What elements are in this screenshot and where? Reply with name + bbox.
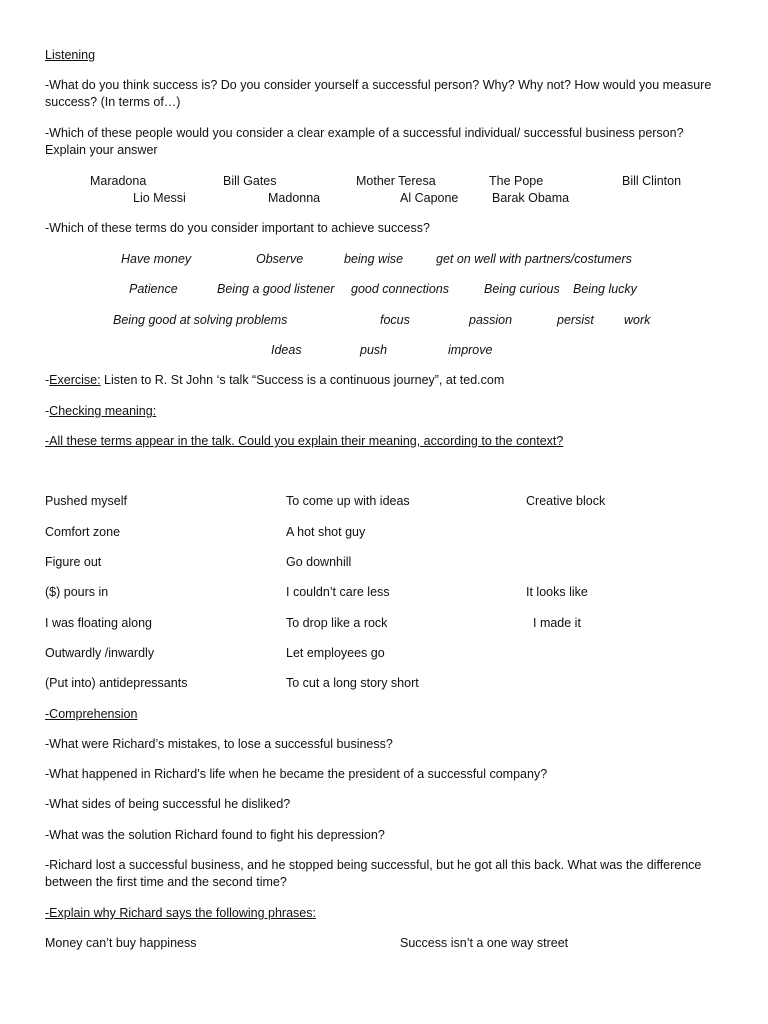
- term: good connections: [351, 282, 449, 296]
- vocab-term: Outwardly /inwardly: [45, 646, 155, 660]
- question-successful-people: -Which of these people would you consider a clear example of a successful individual/ successful business person? Explain your answer: [45, 126, 684, 157]
- vocab-term: I was floating along: [45, 616, 153, 630]
- vocab-term: Go downhill: [286, 555, 352, 569]
- term: being wise: [344, 252, 404, 266]
- person-name: Mother Teresa: [356, 174, 436, 188]
- vocab-term: I made it: [533, 616, 581, 630]
- comprehension-question: -What sides of being successful he disliked?: [45, 797, 291, 811]
- term: improve: [448, 343, 493, 357]
- term: passion: [469, 313, 513, 327]
- term: persist: [557, 313, 594, 327]
- vocab-term: To cut a long story short: [286, 676, 419, 690]
- person-name: Barak Obama: [492, 191, 570, 205]
- person-name: Madonna: [268, 191, 321, 205]
- phrase: Money can’t buy happiness: [45, 936, 197, 950]
- vocab-term: Comfort zone: [45, 525, 121, 539]
- term: Being curious: [484, 282, 560, 296]
- explain-heading: -Explain why Richard says the following phrases:: [45, 906, 316, 920]
- term: get on well with partners/costumers: [436, 252, 632, 266]
- term: Ideas: [271, 343, 302, 357]
- term: Being lucky: [573, 282, 637, 296]
- person-name: Lio Messi: [133, 191, 186, 205]
- exercise-line: [45, 372, 504, 389]
- comprehension-question: -What happened in Richard’s life when he became the president of a successful company?: [45, 767, 548, 781]
- person-name: Bill Gates: [223, 174, 277, 188]
- comprehension-heading: -Comprehension: [45, 707, 138, 721]
- term: Being good at solving problems: [113, 313, 288, 327]
- vocab-term: To come up with ideas: [286, 494, 410, 508]
- vocab-term: It looks like: [526, 585, 588, 599]
- exercise-label: Exercise:: [49, 373, 101, 387]
- person-name: Al Capone: [400, 191, 459, 205]
- term: Being a good listener: [217, 282, 335, 296]
- page-title: Listening: [45, 48, 96, 62]
- exercise-text: Listen to R. St John ‘s talk “Success is a continuous journey”, at ted.com: [100, 373, 505, 387]
- checking-meaning-heading: [45, 403, 156, 420]
- question-terms: -Which of these terms do you consider important to achieve success?: [45, 221, 430, 235]
- phrase: Success isn’t a one way street: [400, 936, 569, 950]
- vocab-term: Pushed myself: [45, 494, 127, 508]
- vocab-term: I couldn’t care less: [286, 585, 390, 599]
- term: work: [624, 313, 651, 327]
- term: focus: [380, 313, 410, 327]
- vocab-term: (Put into) antidepressants: [45, 676, 188, 690]
- vocab-term: Let employees go: [286, 646, 385, 660]
- vocab-term: A hot shot guy: [286, 525, 366, 539]
- comprehension-question: -Richard lost a successful business, and he stopped being successful, but he got all this back. What was the difference between the first time and the second time?: [45, 858, 702, 889]
- comprehension-question: -What were Richard’s mistakes, to lose a successful business?: [45, 737, 393, 751]
- person-name: Maradona: [90, 174, 147, 188]
- vocab-term: Figure out: [45, 555, 102, 569]
- term: Patience: [129, 282, 178, 296]
- checking-dash: -: [45, 404, 50, 418]
- question-success: -What do you think success is? Do you consider yourself a successful person? Why? Why not? How would you measure success? (In terms of…): [45, 78, 712, 109]
- term: Observe: [256, 252, 304, 266]
- comprehension-question: -What was the solution Richard found to fight his depression?: [45, 828, 385, 842]
- term: push: [360, 343, 388, 357]
- vocab-term: Creative block: [526, 494, 606, 508]
- checking-label: Checking meaning:: [49, 404, 157, 418]
- person-name: The Pope: [489, 174, 544, 188]
- vocab-term: To drop like a rock: [286, 616, 388, 630]
- term: Have money: [121, 252, 192, 266]
- exercise-dash: -: [45, 373, 50, 387]
- vocab-term: ($) pours in: [45, 585, 109, 599]
- question-meaning: -All these terms appear in the talk. Could you explain their meaning, according to the context?: [45, 434, 564, 448]
- person-name: Bill Clinton: [622, 174, 682, 188]
